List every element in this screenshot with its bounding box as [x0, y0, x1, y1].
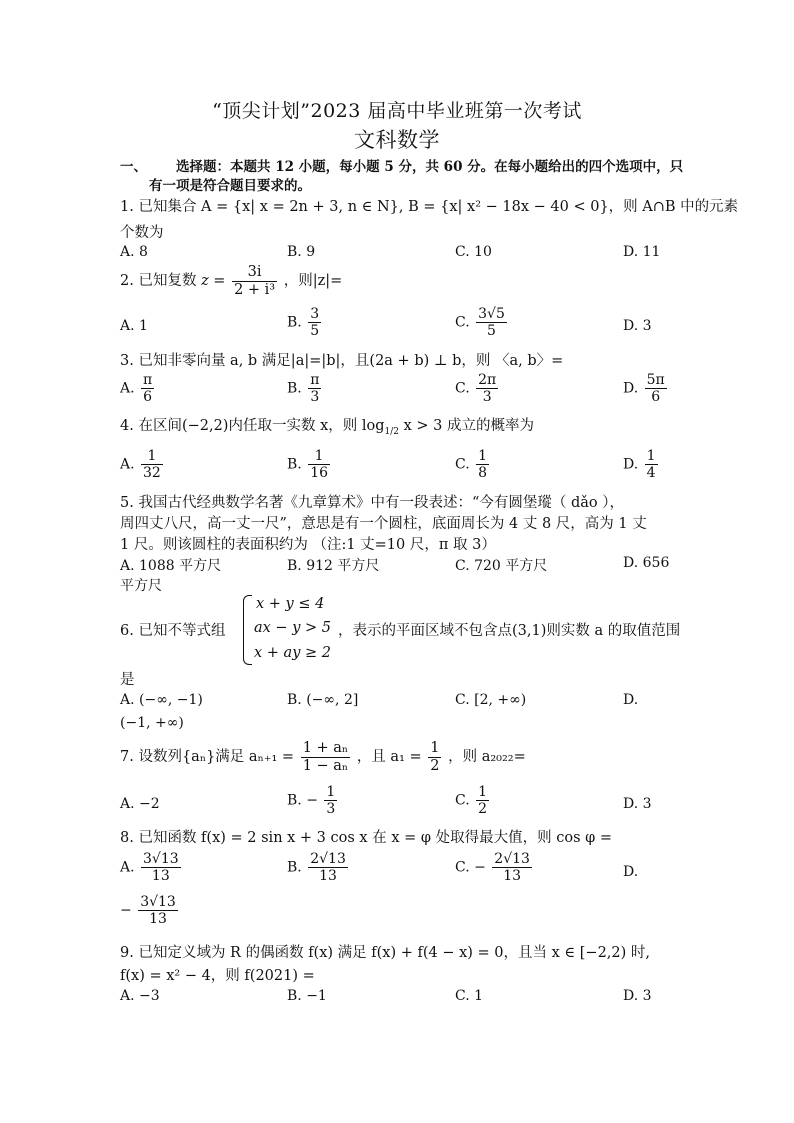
q4-b-num: 1	[308, 448, 330, 465]
q4-option-a	[120, 448, 165, 481]
q4-c-num: 1	[478, 448, 488, 464]
q8-a-label: A.	[120, 859, 135, 876]
q3-a-label: A.	[120, 380, 135, 397]
q6-ineq2: ax − y > 5	[254, 620, 331, 636]
q4-log-base: 1/2	[384, 426, 399, 437]
q7-a1-den: 2	[430, 757, 440, 774]
q4-option-c	[455, 448, 491, 481]
q7-den: 1 − aₙ	[302, 757, 349, 774]
q3-option-d	[623, 372, 669, 405]
q4-stem-post: x > 3 成立的概率为	[399, 418, 534, 434]
q2-pre: 2. 已知复数	[120, 273, 197, 290]
q1-option-b: B. 9	[287, 244, 316, 260]
q6-ineq3: x + ay ≥ 2	[254, 645, 331, 661]
q2-option-d: D. 3	[623, 318, 652, 334]
q4-stem-pre: 4. 在区间(−2,2)内任取一实数 x，则 log	[120, 418, 385, 434]
q1-stem-line1: 1. 已知集合 A = {x| x = 2n + 3, n ∈ N}, B = {x| x² − 18x − 40 < 0}，则 A∩B 中的元素	[120, 199, 739, 215]
q8-c-den: 13	[503, 868, 522, 885]
q6-post: ，表示的平面区域不包含点(3,1)则实数 a 的取值范围	[338, 623, 681, 639]
q7-option-d: D. 3	[623, 796, 652, 812]
q2-c-label: C.	[455, 314, 470, 331]
q4-c-den: 8	[478, 465, 488, 482]
q8-d-num: 3√13	[140, 894, 176, 910]
q6-ineq1: x + y ≤ 4	[256, 596, 325, 612]
q3-c-den: 3	[482, 389, 492, 406]
q4-c-label: C.	[455, 456, 470, 473]
q8-option-b	[287, 851, 350, 884]
q8-a-num: 3√13	[143, 851, 179, 867]
q6-option-b: B. (−∞, 2]	[287, 692, 359, 708]
q7-pre: 7. 设数列{aₙ}满足 aₙ₊₁ =	[120, 749, 295, 766]
exam-title: “顶尖计划”2023 届高中毕业班第一次考试	[212, 100, 582, 122]
q3-a-den: 6	[143, 389, 153, 406]
q5-option-d-cont: 平方尺	[120, 578, 162, 594]
exam-subtitle: 文科数学	[354, 128, 440, 152]
q2-num: 3i	[232, 264, 277, 282]
q3-d-den: 6	[651, 389, 661, 406]
q9-option-c: C. 1	[455, 988, 484, 1004]
q5-option-c: C. 720 平方尺	[455, 558, 548, 574]
q3-c-num: 2π	[478, 372, 497, 388]
q1-stem-line2: 个数为	[120, 225, 164, 241]
q8-c-label: C. −	[455, 859, 486, 876]
q8-d-label: −	[120, 902, 132, 919]
q3-d-num: 5π	[646, 372, 665, 388]
q3-option-a	[120, 372, 156, 405]
q6-line2: 是	[120, 672, 135, 688]
q3-a-num: π	[143, 372, 153, 388]
q8-option-d: D.	[623, 864, 639, 880]
q4-b-label: B.	[287, 456, 302, 473]
q7-num: 1 + aₙ	[302, 740, 349, 756]
q7-c-den: 2	[478, 801, 488, 818]
q4-option-d	[623, 448, 660, 481]
q4-d-den: 4	[646, 465, 656, 482]
q8-d-den: 13	[149, 911, 167, 928]
q5-option-d: D. 656	[623, 555, 670, 571]
q7-option-c	[455, 784, 491, 817]
section-instruction-line2: 有一项是符合题目要求的。	[149, 178, 311, 194]
q7-c-label: C.	[455, 792, 470, 809]
q2-fraction	[232, 264, 277, 298]
q5-line1: 5. 我国古代经典数学名著《九章算术》中有一段表述：“今有圆堡瑽（ dǎo ），	[120, 495, 624, 511]
q2-c-den: 5	[487, 323, 496, 340]
q7-stem	[120, 740, 526, 774]
q2-b-den: 5	[310, 323, 320, 340]
q7-c-num: 1	[478, 784, 488, 800]
section-instruction-line1: 选择题：本题共 12 小题，每小题 5 分，共 60 分。在每小题给出的四个选项中，只	[176, 159, 684, 175]
q5-line3: 1 尺。则该圆柱的表面积约为 （注:1 丈=10 尺，π 取 3）	[120, 537, 496, 553]
q7-a1-num: 1	[430, 740, 440, 756]
q8-stem: 8. 已知函数 f(x) = 2 sin x + 3 cos x 在 x = φ 处取得最大值，则 cos φ =	[120, 830, 613, 846]
q4-d-num: 1	[646, 448, 656, 464]
q3-b-den: 3	[310, 389, 320, 406]
q8-b-den: 13	[319, 868, 337, 885]
q8-a-den: 13	[151, 868, 170, 885]
q8-option-c	[455, 851, 534, 884]
q2-option-c	[455, 306, 509, 339]
q4-a-den: 32	[143, 465, 161, 482]
q6-option-d: D.	[623, 692, 639, 708]
q6-option-a: A. (−∞, −1)	[120, 692, 203, 708]
q9-line1: 9. 已知定义域为 R 的偶函数 f(x) 满足 f(x) + f(4 − x) = 0，且当 x ∈ [−2,2) 时,	[120, 945, 651, 961]
q3-d-label: D.	[623, 380, 639, 397]
q9-option-d: D. 3	[623, 988, 652, 1004]
q9-option-b: B. −1	[287, 988, 327, 1004]
q3-option-c	[455, 372, 500, 405]
q8-b-label: B.	[287, 859, 302, 876]
q7-b-num: 1	[326, 784, 336, 800]
q3-c-label: C.	[455, 380, 470, 397]
q7-option-a: A. −2	[120, 796, 160, 812]
q2-option-a: A. 1	[120, 318, 148, 334]
q9-line2: f(x) = x² − 4，则 f(2021) =	[120, 968, 315, 984]
q2-b-num: 3	[310, 306, 320, 322]
q3-stem: 3. 已知非零向量 a, b 满足|a|=|b|，且(2a + b) ⊥ b，则 〈a, b〉=	[120, 353, 564, 369]
q7-post: ，则 a₂₀₂₂=	[448, 749, 526, 766]
q2-expr: z =	[201, 273, 226, 290]
q7-mid: ，且 a₁ =	[356, 749, 422, 766]
q6-pre: 6. 已知不等式组	[120, 623, 226, 639]
q8-option-a	[120, 851, 183, 884]
q8-option-d-cont	[120, 894, 180, 927]
q4-b-den: 16	[310, 465, 329, 482]
section-number: 一、	[120, 159, 147, 175]
q2-option-b	[287, 306, 323, 339]
q6-brace	[243, 595, 252, 665]
q8-b-num: 2√13	[310, 851, 346, 867]
q2-den: 2 + i³	[234, 281, 276, 298]
q2-b-label: B.	[287, 314, 302, 331]
q2-stem	[120, 264, 342, 298]
q7-option-b	[287, 784, 339, 817]
q6-option-c: C. [2, +∞)	[455, 692, 527, 708]
q4-a-label: A.	[120, 456, 135, 473]
q8-c-num: 2√13	[494, 851, 530, 867]
q9-option-a: A. −3	[120, 988, 160, 1004]
q1-option-a: A. 8	[120, 244, 148, 260]
q1-option-c: C. 10	[455, 244, 492, 260]
q7-b-label: B. −	[287, 792, 318, 809]
q4-stem	[120, 414, 534, 437]
q3-option-b	[287, 372, 323, 405]
q2-c-num: 3√5	[478, 306, 505, 322]
q7-b-den: 3	[326, 801, 336, 818]
q4-option-b	[287, 448, 332, 481]
q4-d-label: D.	[623, 456, 639, 473]
q2-post: ，则|z|=	[283, 273, 343, 290]
q6-option-d-cont: (−1, +∞)	[120, 715, 184, 731]
q3-b-label: B.	[287, 380, 302, 397]
q1-option-d: D. 11	[623, 244, 661, 260]
q3-b-num: π	[310, 372, 320, 388]
q5-option-b: B. 912 平方尺	[287, 558, 380, 574]
q5-line2: 周四丈八尺，高一丈一尺”，意思是有一个圆柱，底面周长为 4 丈 8 尺，高为 1 丈	[120, 516, 647, 532]
q5-option-a: A. 1088 平方尺	[120, 558, 222, 574]
q4-a-num: 1	[141, 448, 163, 465]
